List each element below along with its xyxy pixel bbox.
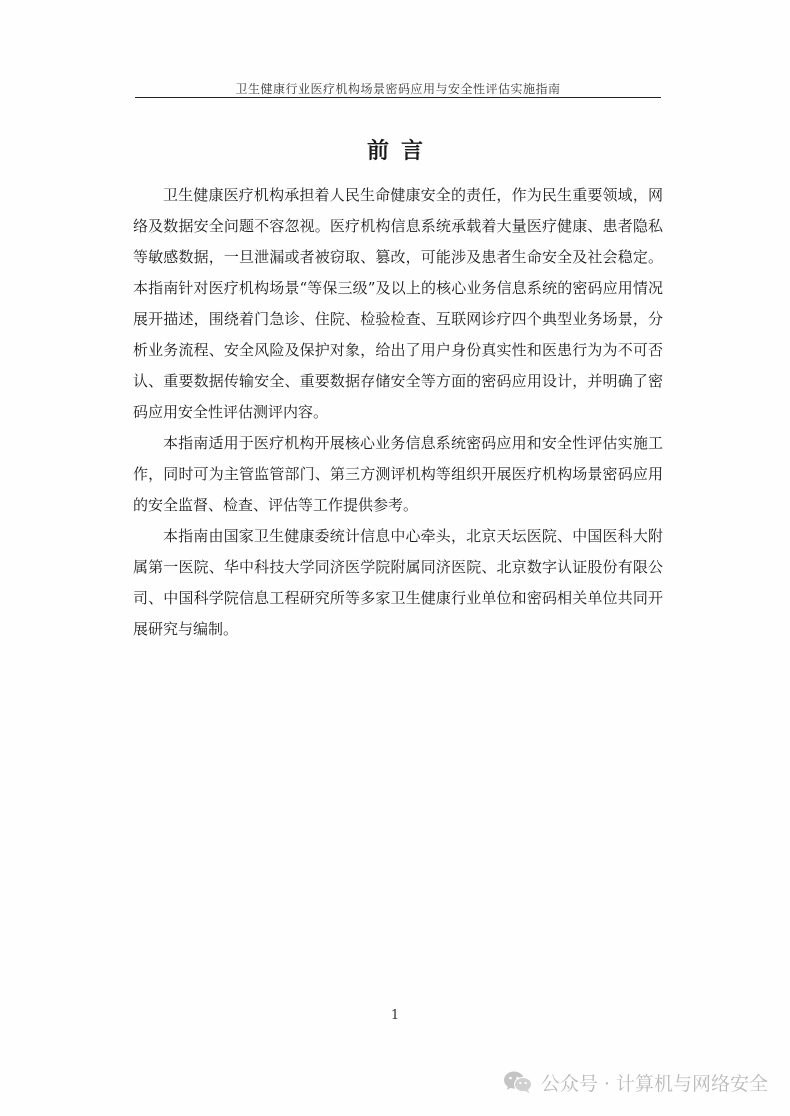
- body-text: [133, 180, 663, 645]
- watermark-text: 公众号 · 计算机与网络安全: [540, 1072, 768, 1095]
- running-header: 卫生健康行业医疗机构场景密码应用与安全性评估实施指南: [235, 82, 561, 96]
- page-number: 1: [390, 1008, 400, 1023]
- paragraph-2: 本指南适用于医疗机构开展核心业务信息系统密码应用和安全性评估实施工作，同时可为主管监管部门、第三方测评机构等组织开展医疗机构场景密码应用的安全监督、检查、评估等工作提供参考。: [133, 434, 663, 514]
- watermark: [503, 1068, 768, 1096]
- header-rule: [135, 97, 661, 98]
- paragraph-1: 卫生健康医疗机构承担着人民生命健康安全的责任，作为民生重要领域，网络及数据安全问题不容忽视。医疗机构信息系统承载着大量医疗健康、患者隐私等敏感数据，一旦泄漏或者被窃取、篡改，可能涉及患者生命安全及社会稳定。本指南针对医疗机构场景“等保三级”及以上的核心业务信息系统的密码应用情况展开描述，围绕着门急诊、住院、检验检查、互联网诊疗四个典型业务场景，分析业务流程、安全风险及保护对象，给出了用户身份真实性和医患行为为不可否认、重要数据传输安全、重要数据存储安全等方面的密码应用设计，并明确了密码应用安全性评估测评内容。: [133, 186, 663, 421]
- paragraph-3: 本指南由国家卫生健康委统计信息中心牵头，北京天坛医院、中国医科大附属第一医院、华中科技大学同济医学院附属同济医院、北京数字认证股份有限公司、中国科学院信息工程研究所等多家卫生健康行业单位和密码相关单位共同开展研究与编制。: [133, 527, 663, 638]
- page-title: 前言: [366, 138, 435, 164]
- wechat-icon: [503, 1070, 533, 1094]
